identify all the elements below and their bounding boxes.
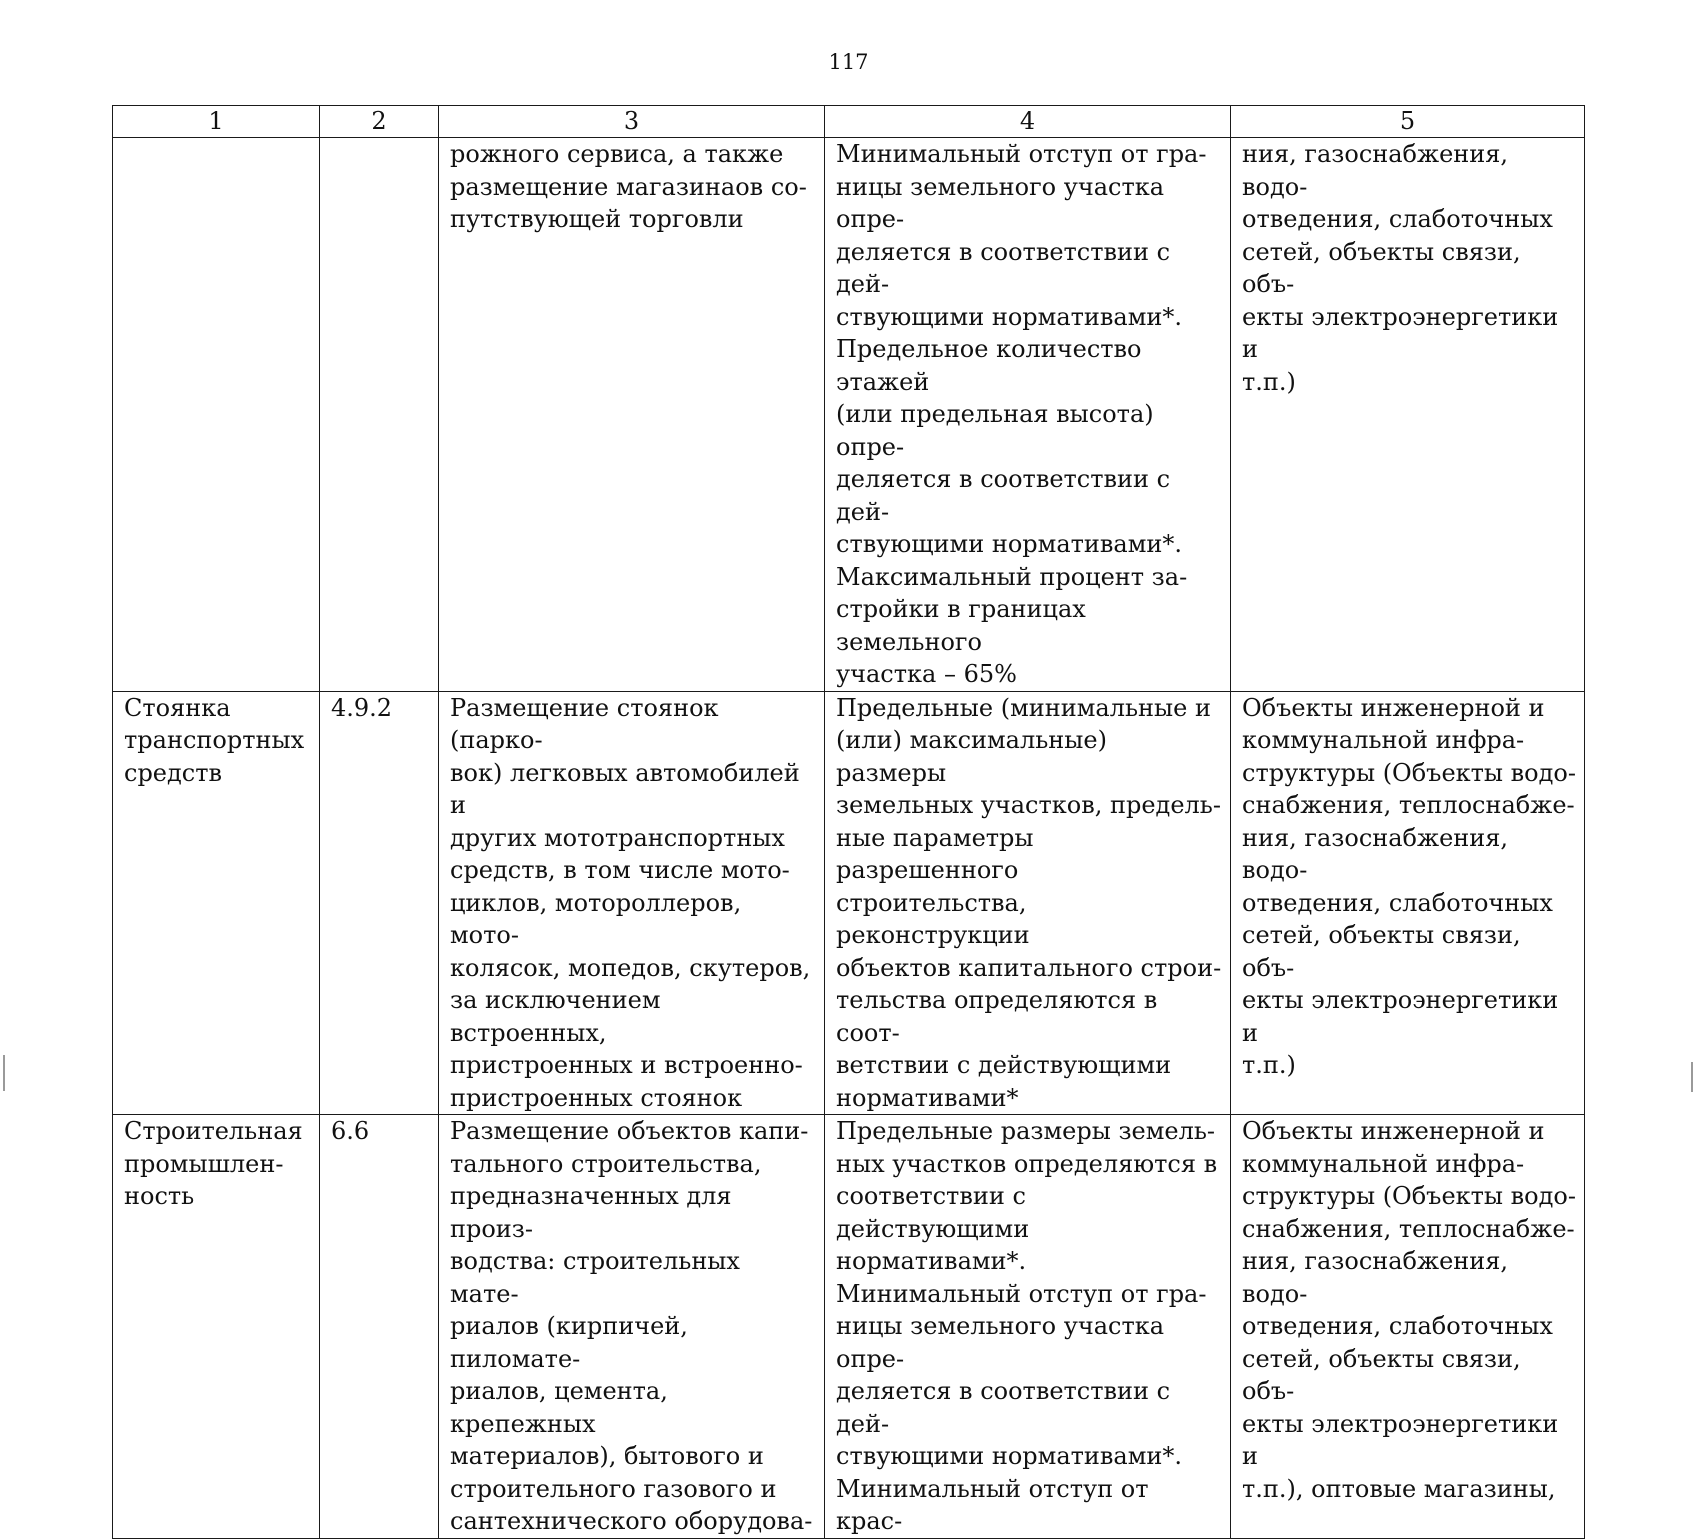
use-code: 4.9.2 [331, 693, 393, 722]
auxiliary-uses: ния, газоснабжения, водо- отведения, слаботочных сетей, объекты связи, объ- екты электроэнергетики и т.п.) [1242, 140, 1559, 396]
auxiliary-uses: Объекты инженерной и коммунальной инфра- структуры (Объекты водо- снабжения, теплоснабже- ния, газоснабжения, водо- отведения, слаботочных сетей, объекты связи, объ- екты электроэнергетики и т.п.), оптовые магазины, [1242, 1117, 1576, 1503]
use-name-cell [113, 138, 320, 692]
use-description-cell [439, 691, 825, 1115]
use-description: Размещение объектов капи- тального строительства, предназначенных для произ- водства: строительных мате- риалов (кирпичей, пиломате- риалов, цемента, крепежных материалов), бытового и строительного газового и сантехнического оборудова- [450, 1117, 813, 1535]
scan-edge-mark-right [1691, 1062, 1693, 1092]
table-body [113, 138, 1585, 1539]
auxiliary-uses: Объекты инженерной и коммунальной инфра- структуры (Объекты водо- снабжения, теплоснабже- ния, газоснабжения, водо- отведения, слаботочных сетей, объекты связи, объ- екты электроэнергетики и т.п.) [1242, 693, 1576, 1079]
column-header-4: 4 [825, 106, 1231, 138]
use-parameters-cell [825, 138, 1231, 692]
header-row [113, 106, 1585, 138]
column-header-2: 2 [320, 106, 439, 138]
table-row [113, 691, 1585, 1115]
table-row [113, 138, 1585, 692]
column-header-3: 3 [439, 106, 825, 138]
use-description-cell [439, 1115, 825, 1539]
use-description: Размещение стоянок (парко- вок) легковых автомобилей и других мототранспортных средств, в том числе мото- циклов, мотороллеров, мото- колясок, мопедов, скутеров, за исключением встроенных, пристроенных и встроенно- пристроенных стоянок [450, 693, 811, 1112]
column-header-1: 1 [113, 106, 320, 138]
use-name: Стоянка транспортных средств [124, 693, 305, 787]
use-code: 6.6 [331, 1117, 370, 1145]
auxiliary-uses-cell [1231, 1115, 1585, 1539]
table-row [113, 1115, 1585, 1539]
use-code-cell [320, 1115, 439, 1539]
page-number: 117 [828, 50, 869, 74]
use-code-cell [320, 691, 439, 1115]
use-description: рожного сервиса, а также размещение магазинаов со- путствующей торговли [450, 140, 807, 233]
column-header-5: 5 [1231, 106, 1585, 138]
use-parameters-cell [825, 1115, 1231, 1539]
use-name: Строительная промышлен- ность [124, 1117, 303, 1210]
use-name-cell [113, 691, 320, 1115]
use-parameters: Предельные (минимальные и (или) максимальные) размеры земельных участков, предель- ные параметры разрешенного строительства, реконструкции объектов капитального строи- тельства определяются в соот- ветствии с действующими нормативами* [836, 693, 1222, 1112]
table-header [113, 106, 1585, 138]
scan-edge-mark-left [3, 1055, 5, 1091]
auxiliary-uses-cell [1231, 691, 1585, 1115]
auxiliary-uses-cell [1231, 138, 1585, 692]
use-description-cell [439, 138, 825, 692]
use-code-cell [320, 138, 439, 692]
use-parameters: Предельные размеры земель- ных участков определяются в соответствии с действующими нормативами*. Минимальный отступ от гра- ницы земельного участка опре- деляется в соответствии с дей- ствующими нормативами*. Минимальный отступ от крас- [836, 1117, 1218, 1535]
use-name-cell [113, 1115, 320, 1539]
use-parameters: Минимальный отступ от гра- ницы земельного участка опре- деляется в соответствии с дей- ствующими нормативами*. Предельное количество этажей (или предельная высота) опре- деляется в соответствии с дей- ствующими нормативами*. Максимальный процент за- стройки в границах земельного участка – 65% [836, 140, 1207, 688]
zoning-table [112, 105, 1585, 1539]
use-parameters-cell [825, 691, 1231, 1115]
